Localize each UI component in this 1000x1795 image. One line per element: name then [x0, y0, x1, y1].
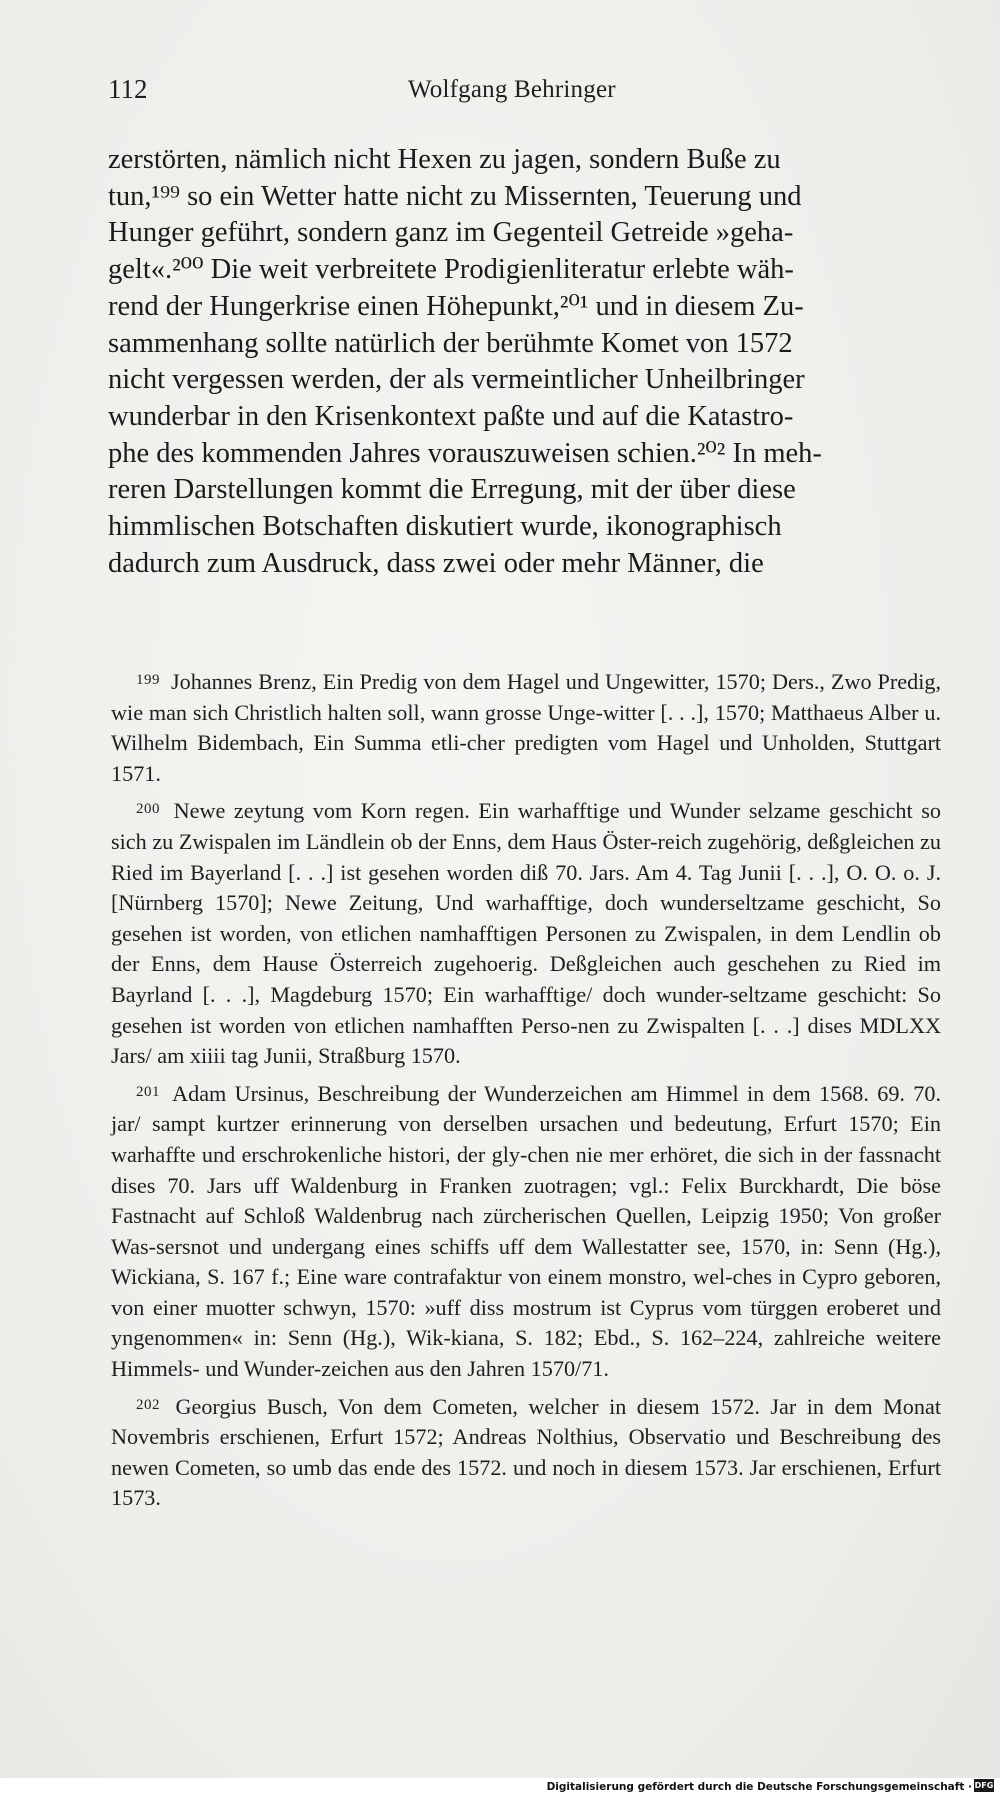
footnotes — [111, 665, 941, 1519]
page-header — [108, 74, 860, 114]
footnote-201 — [111, 1077, 941, 1385]
footnote-200 — [111, 794, 941, 1071]
text-line: dadurch zum Ausdruck, dass zwei oder mehr Männer, die — [108, 547, 764, 579]
text-line: wunderbar in den Krisenkontext paßte und auf die Katastro- — [108, 400, 794, 432]
footnote-number: 201 — [136, 1083, 160, 1100]
text-line: gelt«.²⁰⁰ Die weit verbreitete Prodigienliteratur erlebte wäh- — [108, 254, 794, 286]
text-line: himmlischen Botschaften diskutiert wurde, ikonographisch — [108, 511, 782, 543]
footnote-number: 199 — [136, 672, 160, 688]
text-line: tun,¹⁹⁹ so ein Wetter hatte nicht zu Missernten, Teuerung und — [108, 180, 802, 212]
digitization-credit: Digitalisierung gefördert durch die Deutsche Forschungsgemeinschaft · — [546, 1781, 972, 1793]
main-text — [108, 142, 941, 582]
footnote-number: 200 — [136, 801, 160, 818]
text-line: rend der Hungerkrise einen Höhepunkt,²⁰¹ und in diesem Zu- — [108, 290, 804, 322]
footnote-text: Newe zeytung vom Korn regen. Ein warhafftige und Wunder selzame geschicht so sich zu Zwispalen im Ländlein ob der Enns, dem Haus Öster-reich zugehörig, deßgleichen zu Ried im Bayerland [. . .] ist gesehen worden diß 70. Jars. Am 4. Tag Junii [. . .], O. O. o. J. [Nürnberg 1570]; Newe Zeitung, Und warhafftige, doch wunderseltzame geschicht, So gesehen ist worden, von etlichen namhafftigen Personen zu Zwispalen, in dem Lendlin ob der Enns, dem Hause Österreich zugehoerig. Deßgleichen auch geschehen zu Ried im Bayrland [. . .], Magdeburg 1570; Ein warhafftige/ doch wunder-seltzame geschicht: So gesehen ist worden von etlichen namhafften Perso-nen zu Zwispalten [. . .] dises MDLXX Jars/ am xiiii tag Junii, Straßburg 1570. — [111, 798, 941, 1069]
text-line: zerstörten, nämlich nicht Hexen zu jagen, sondern Buße zu — [108, 144, 781, 175]
footnote-text: Johannes Brenz, Ein Predig von dem Hagel und Ungewitter, 1570; Ders., Zwo Predig, wie man sich Christlich halten soll, wann grosse Unge-witter [. . .], 1570; Matthaeus Alber u. Wilhelm Bidembach, Ein Summa etli-cher predigten vom Hagel und Unholden, Stuttgart 1571. — [111, 669, 942, 786]
text-line: Hunger geführt, sondern ganz im Gegenteil Getreide »geha- — [108, 217, 794, 249]
page-number: 112 — [108, 74, 148, 104]
dfg-logo: DFG — [974, 1781, 994, 1790]
running-head: Wolfgang Behringer — [408, 76, 616, 103]
text-line: phe des kommenden Jahres vorauszuweisen schien.²⁰² In meh- — [108, 437, 822, 469]
footnote-202 — [111, 1390, 941, 1514]
footnote-number: 202 — [136, 1396, 160, 1413]
footnote-199 — [111, 665, 941, 789]
text-line: reren Darstellungen kommt die Erregung, mit der über diese — [108, 474, 796, 506]
footnote-text: Georgius Busch, Von dem Cometen, welcher in diesem 1572. Jar in dem Monat Novembris erschienen, Erfurt 1572; Andreas Nolthius, Observatio und Beschreibung des newen Cometen, so umb das ende des 1572. und noch in diesem 1573. Jar erschienen, Erfurt 1573. — [111, 1393, 941, 1511]
text-line: sammenhang sollte natürlich der berühmte Komet von 1572 — [108, 327, 793, 359]
footnote-text: Adam Ursinus, Beschreibung der Wunderzeichen am Himmel in dem 1568. 69. 70. jar/ sampt kurtzer erinnerung von derselben ursachen und bedeutung, Erfurt 1570; Ein warhaffte und erschrokenliche histori, der gly-chen nie mer erhöret, die sich in der fassnacht dises 70. Jars uff Waldenburg in Franken zuotragen; vgl.: Felix Burckhardt, Die böse Fastnacht auf Schloß Waldenbrug nach zürcherischen Quellen, Leipzig 1950; Von großer Was-sersnot und undergang eines schiffs uff dem Wallestatter see, 1570, in: Senn (Hg.), Wickiana, S. 167 f.; Eine ware contrafaktur von einem monstro, wel-ches in Cypro geboren, von einer muotter schwyn, 1570: »uff diss mostrum ist Cyprus vom türggen eroberet und yngenommen« in: Senn (Hg.), Wik-kiana, S. 182; Ebd., S. 162–224, zahlreiche weitere Himmels- und Wunder-zeichen aus den Jahren 1570/71. — [111, 1080, 942, 1382]
text-line: nicht vergessen werden, der als vermeintlicher Unheilbringer — [108, 364, 805, 396]
